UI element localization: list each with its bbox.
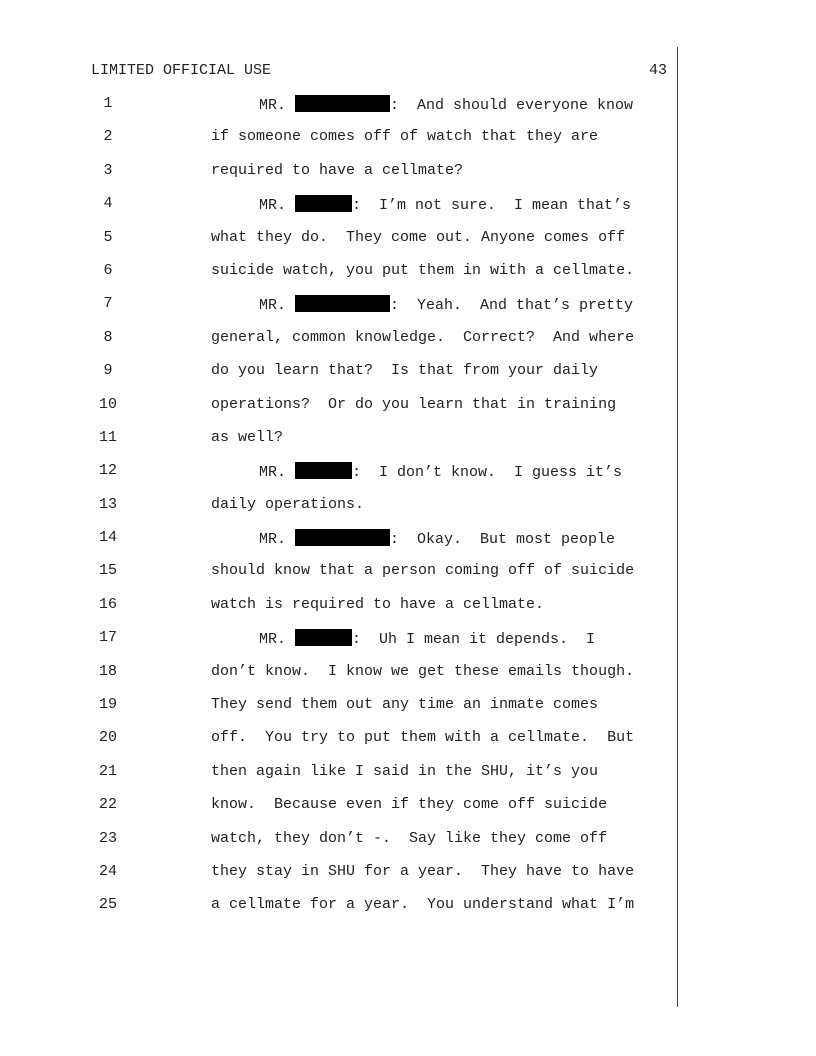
line-text: They send them out any time an inmate comes bbox=[211, 696, 599, 714]
line-number: 14 bbox=[98, 529, 117, 547]
line-text: what they do. They come out. Anyone comes off bbox=[211, 228, 626, 246]
transcript-line bbox=[0, 395, 816, 428]
line-number: 1 bbox=[103, 95, 113, 112]
line-number: 12 bbox=[98, 462, 117, 480]
line-number: 2 bbox=[103, 128, 113, 146]
speaker-line-text bbox=[259, 462, 622, 482]
transcript-line bbox=[0, 829, 816, 862]
line-text: suicide watch, you put them in with a cellmate. bbox=[211, 261, 635, 279]
transcript-line bbox=[0, 528, 816, 561]
line-text: should know that a person coming off of suicide bbox=[211, 562, 635, 580]
transcript-line bbox=[0, 495, 816, 528]
line-number: 11 bbox=[98, 428, 117, 446]
line-number: 3 bbox=[103, 161, 113, 179]
line-text: do you learn that? Is that from your daily bbox=[211, 362, 599, 380]
line-number: 9 bbox=[103, 362, 113, 380]
speaker-statement: : I don’t know. I guess it’s bbox=[352, 464, 623, 482]
speaker-line-text bbox=[259, 295, 633, 315]
classification-header: LIMITED OFFICIAL USE bbox=[91, 62, 272, 79]
line-number: 20 bbox=[98, 729, 117, 747]
speaker-prefix: MR. bbox=[259, 531, 296, 549]
line-text: know. Because even if they come off suicide bbox=[211, 796, 608, 814]
speaker-line-text bbox=[259, 629, 595, 649]
transcript-line bbox=[0, 127, 816, 160]
line-number: 5 bbox=[103, 228, 113, 246]
transcript-line bbox=[0, 728, 816, 761]
line-text: they stay in SHU for a year. They have to have bbox=[211, 862, 635, 880]
line-number: 25 bbox=[98, 896, 117, 914]
transcript-line bbox=[0, 294, 816, 327]
line-text: general, common knowledge. Correct? And where bbox=[211, 328, 635, 346]
speaker-prefix: MR. bbox=[259, 631, 296, 649]
line-number: 18 bbox=[98, 662, 117, 680]
transcript-line bbox=[0, 795, 816, 828]
speaker-statement: : Yeah. And that’s pretty bbox=[390, 297, 634, 315]
transcript-line bbox=[0, 94, 816, 127]
transcript-line bbox=[0, 228, 816, 261]
speaker-statement: : Okay. But most people bbox=[390, 531, 616, 549]
line-text: don’t know. I know we get these emails though. bbox=[211, 662, 635, 680]
speaker-prefix: MR. bbox=[259, 97, 296, 114]
speaker-line-text bbox=[259, 529, 615, 549]
line-number: 7 bbox=[103, 295, 113, 313]
redaction-box bbox=[295, 295, 390, 312]
speaker-statement: : Uh I mean it depends. I bbox=[352, 631, 596, 649]
line-text: watch, they don’t -. Say like they come off bbox=[211, 829, 608, 847]
speaker-statement: : And should everyone know bbox=[390, 97, 634, 114]
line-text: as well? bbox=[211, 428, 284, 446]
transcript-line bbox=[0, 762, 816, 795]
speaker-line-text bbox=[259, 195, 631, 215]
line-number: 10 bbox=[98, 395, 117, 413]
line-number: 13 bbox=[98, 495, 117, 513]
transcript-line bbox=[0, 161, 816, 194]
line-text: if someone comes off of watch that they are bbox=[211, 128, 599, 146]
redaction-box bbox=[295, 95, 390, 112]
line-number: 8 bbox=[103, 328, 113, 346]
speaker-prefix: MR. bbox=[259, 464, 296, 482]
redaction-box bbox=[295, 195, 352, 212]
line-number: 16 bbox=[98, 595, 117, 613]
speaker-prefix: MR. bbox=[259, 297, 296, 315]
line-text: watch is required to have a cellmate. bbox=[211, 595, 545, 613]
transcript-line bbox=[0, 561, 816, 594]
line-number: 23 bbox=[98, 829, 117, 847]
transcript-line bbox=[0, 695, 816, 728]
line-number: 4 bbox=[103, 195, 113, 213]
transcript-line bbox=[0, 595, 816, 628]
speaker-prefix: MR. bbox=[259, 197, 296, 215]
transcript-line bbox=[0, 261, 816, 294]
line-number: 19 bbox=[98, 696, 117, 714]
transcript-line bbox=[0, 862, 816, 895]
line-number: 21 bbox=[98, 762, 117, 780]
line-number: 17 bbox=[98, 629, 117, 647]
transcript-line bbox=[0, 328, 816, 361]
transcript-line bbox=[0, 194, 816, 227]
line-text: then again like I said in the SHU, it’s you bbox=[211, 762, 599, 780]
line-text: required to have a cellmate? bbox=[211, 161, 464, 179]
transcript-line bbox=[0, 428, 816, 461]
speaker-line-text bbox=[259, 95, 633, 115]
transcript-line bbox=[0, 662, 816, 695]
transcript-line bbox=[0, 628, 816, 661]
line-text: operations? Or do you learn that in training bbox=[211, 395, 617, 413]
line-text: off. You try to put them with a cellmate. But bbox=[211, 729, 635, 747]
transcript-line bbox=[0, 361, 816, 394]
redaction-box bbox=[295, 462, 352, 479]
page-number: 43 bbox=[648, 62, 667, 79]
line-number: 15 bbox=[98, 562, 117, 580]
line-number: 22 bbox=[98, 796, 117, 814]
line-number: 6 bbox=[103, 261, 113, 279]
line-number: 24 bbox=[98, 862, 117, 880]
transcript-line bbox=[0, 461, 816, 494]
redaction-box bbox=[295, 629, 352, 646]
line-text: daily operations. bbox=[211, 495, 365, 513]
transcript-body bbox=[0, 94, 816, 929]
transcript-line bbox=[0, 895, 816, 928]
redaction-box bbox=[295, 529, 390, 546]
line-text: a cellmate for a year. You understand what I’m bbox=[211, 896, 635, 914]
speaker-statement: : I’m not sure. I mean that’s bbox=[352, 197, 632, 215]
